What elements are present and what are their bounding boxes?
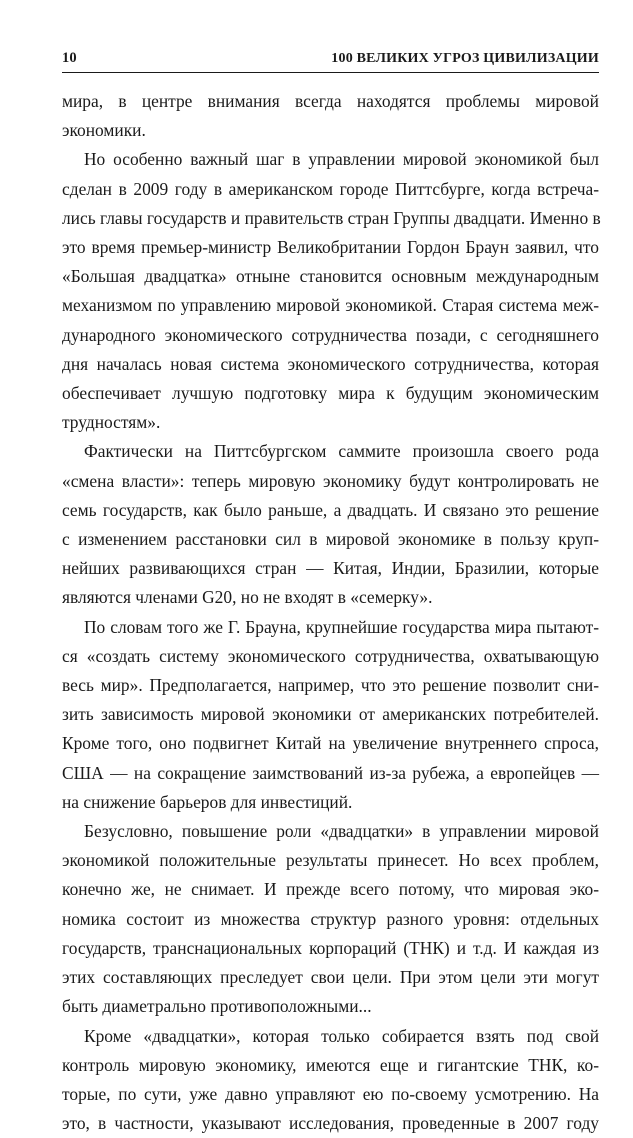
text-line: Кроме «двадцатки», которая только собирается взять под свой	[62, 1022, 599, 1051]
text-line: семь государств, как было раньше, а двадцать. И связано это решение	[62, 496, 599, 525]
text-line: «смена власти»: теперь мировую экономику будут контролировать не	[62, 467, 599, 496]
text-line: весь мир». Предполагается, например, что это решение позволит сни-	[62, 671, 599, 700]
text-line: конечно же, не снимает. И прежде всего потому, что мировая эко-	[62, 875, 599, 904]
text-line: механизмом по управлению мировой экономикой. Старая система меж-	[62, 291, 599, 320]
text-line: это, в частности, указывают исследования, проведенные в 2007 году	[62, 1109, 599, 1138]
text-line: мира, в центре внимания всегда находятся проблемы мировой	[62, 87, 599, 116]
text-line: государств, транснациональных корпораций (ТНК) и т.д. И каждая из	[62, 934, 599, 963]
body-text	[62, 87, 599, 1138]
text-line: Но особенно важный шаг в управлении мировой экономикой был	[62, 145, 599, 174]
text-line: сделан в 2009 году в американском городе Питтсбурге, когда встреча-	[62, 175, 599, 204]
text-line: обеспечивает лучшую подготовку мира к будущим экономическим	[62, 379, 599, 408]
text-line: Безусловно, повышение роли «двадцатки» в управлении мировой	[62, 817, 599, 846]
text-line: трудностям».	[62, 408, 599, 437]
text-line: экономикой положительные результаты принесет. Но всех проблем,	[62, 846, 599, 875]
paragraph	[62, 613, 599, 817]
text-line: этих составляющих преследует свои цели. При этом цели эти могут	[62, 963, 599, 992]
text-line: номика состоит из множества структур разного уровня: отдельных	[62, 905, 599, 934]
text-line: Фактически на Питтсбургском саммите произошла своего рода	[62, 437, 599, 466]
text-line: экономики.	[62, 116, 599, 145]
text-line: это время премьер-министр Великобритании Гордон Браун заявил, что	[62, 233, 599, 262]
text-line: лись главы государств и правительств стран Группы двадцати. Именно в	[62, 204, 599, 233]
text-line: быть диаметрально противоположными...	[62, 992, 599, 1021]
text-line: являются членами G20, но не входят в «семерку».	[62, 583, 599, 612]
text-line: нейших развивающихся стран — Китая, Индии, Бразилии, которые	[62, 554, 599, 583]
text-line: США — на сокращение заимствований из-за рубежа, а европейцев —	[62, 759, 599, 788]
text-line: с изменением расстановки сил в мировой экономике в пользу круп-	[62, 525, 599, 554]
paragraph	[62, 437, 599, 612]
text-line: дународного экономического сотрудничества позади, с сегодняшнего	[62, 321, 599, 350]
paragraph	[62, 817, 599, 1021]
book-title: 100 ВЕЛИКИХ УГРОЗ ЦИВИЛИЗАЦИИ	[331, 51, 599, 67]
paragraph	[62, 145, 599, 437]
text-line: дня началась новая система экономического сотрудничества, которая	[62, 350, 599, 379]
text-line: торые, по сути, уже давно управляют ею по-своему усмотрению. На	[62, 1080, 599, 1109]
paragraph	[62, 87, 599, 145]
text-line: «Большая двадцатка» отныне становится основным международным	[62, 262, 599, 291]
text-line: зить зависимость мировой экономики от американских потребителей.	[62, 700, 599, 729]
page-number: 10	[62, 50, 77, 67]
paragraph	[62, 1022, 599, 1138]
text-line: По словам того же Г. Брауна, крупнейшие государства мира пытают-	[62, 613, 599, 642]
text-line: Кроме того, оно подвигнет Китай на увеличение внутреннего спроса,	[62, 729, 599, 758]
running-header	[62, 50, 599, 73]
text-line: ся «создать систему экономического сотрудничества, охватывающую	[62, 642, 599, 671]
text-line: контроль мировую экономику, имеются еще и гигантские ТНК, ко-	[62, 1051, 599, 1080]
text-line: на снижение барьеров для инвестиций.	[62, 788, 599, 817]
